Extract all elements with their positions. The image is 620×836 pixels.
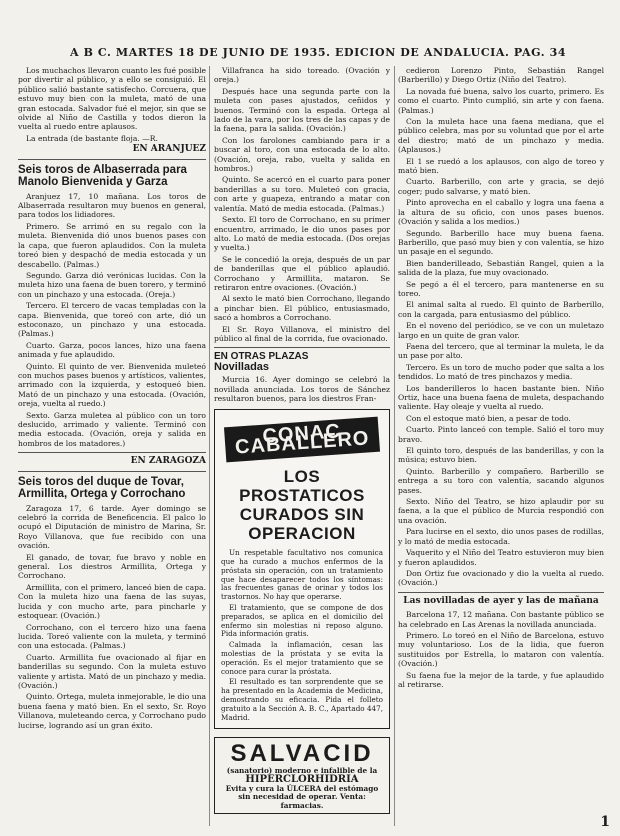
paragraph: Cuarto. Garza, pocos lances, hizo una faena animada y fue aplaudido. <box>18 340 206 360</box>
paragraph: Con los farolones cambiando para ir a buscar al toro, con una estocada de lo alto. (Ovación, oreja, rabo, vuelta y salida en hombros.) <box>214 135 390 174</box>
column-1 <box>18 66 206 826</box>
paragraph: Villafranca ha sido toreado. (Ovación y oreja.) <box>214 66 390 85</box>
paragraph: Los muchachos llevaron cuanto les fué posible por divertir al público, y a ello se consiguió. El público salió bastante satisfecho. Corcuera, que estuvo muy bien con la muleta, mató de una gran estocada. Salvador fué el mejor, sin que se olvide al Niño de Castilla y todos dieron la vuelta al ruedo entre aplausos. <box>18 66 206 132</box>
paragraph: Primero. Lo toreó en el Niño de Barcelona, estuvo muy voluntarioso. Los de la lidia, que fueron sustituidos por Estrella, lo mataron con valentía. (Ovación.) <box>398 630 604 669</box>
paragraph: cedieron Lorenzo Pinto, Sebastián Rangel (Barberillo) y Diego Ortiz (Niño del Teatro). <box>398 66 604 85</box>
paragraph: Pinto aprovecha en el caballo y logra una faena a la altura de su oficio, con unos pases buenos. (Ovación y salida a los medios.) <box>398 198 604 227</box>
rule <box>18 452 206 453</box>
ad-line: Evita y cura la ÚLCERA del estómago sin necesidad de operar. Venta: farmacias. <box>225 783 379 810</box>
paragraph: Su faena fue la mejor de la tarde, y fue aplaudido al retirarse. <box>398 670 604 689</box>
paragraph: Sexto. Niño del Teatro, se hizo aplaudir por su faena, a la que el público de Murcia respondió con una ovación. <box>398 497 604 525</box>
paragraph: Cuarto. Armillita fue ovacionado al fijar en banderillas su segundo. Con la muleta estuvo valiente y artista. Mató de un pinchazo y media. (Ovación.) <box>18 652 206 690</box>
paragraph: Cuarto. Pinto lanceó con temple. Salió el toro muy bravo. <box>398 425 604 444</box>
rule <box>18 159 206 160</box>
page-mark: 1 <box>600 814 610 830</box>
ad-line: HIPERCLORHIDRIA <box>245 773 359 785</box>
ad-paragraph: El tratamiento, que se compone de dos preparados, se aplica en el domicilio del enfermo sin molestias ni reposo alguno. Pida información gratis. <box>221 603 383 639</box>
paragraph: Zaragoza 17, 6 tarde. Ayer domingo se celebró la corrida de Beneficencia. El palco lo ocupó el Diputación de ministro de Marina, Sr. Royo Villanova, que fue recibido con una ovación. <box>18 503 206 551</box>
paragraph: Se pegó a él el tercero, para mantenerse en su toreo. <box>398 279 604 298</box>
column-divider <box>394 66 395 826</box>
section-subhead: Novilladas <box>214 360 270 373</box>
rule <box>214 347 390 348</box>
paragraph: El quinto toro, después de las banderillas, y con la música; estuvo bien. <box>398 446 604 465</box>
paragraph: Vaquerito y el Niño del Teatro estuvieron muy bien y fueron aplaudidos. <box>398 548 604 567</box>
ad-paragraph: Un respetable facultativo nos comunica que ha curado a muchos enfermos de la próstata sin operación, con un tratamiento que hace desaparecer todos los síntomas: las frecuentes ganas de orinar y todos los trastornos. No hay que operarse. <box>221 548 383 602</box>
advertisement-prostaticos <box>214 409 390 729</box>
paragraph: La entrada (de bastante floja. —R. <box>26 133 158 143</box>
paragraph: Para lucirse en el sexto, dio unos pases de rodillas, y lo mató de media estocada. <box>398 527 604 546</box>
paragraph: Al sexto le mató bien Corrochano, llegando a pinchar bien. El público, entusiasmado, sacó a hombros a Corrochano. <box>214 294 390 323</box>
paragraph: Segundo. Garza dió verónicas lucidas. Con la muleta hizo una faena de buen torero, y terminó con un pinchazo y una estocada. (Oreja.) <box>18 270 206 299</box>
paragraph: Segundo. Barberillo hace muy buena faena. Barberillo, que pasó muy bien y con valentía, se hizo un pasaje en el segundo. <box>398 228 604 257</box>
section-headline: Seis toros del duque de Tovar, Armillita, Ortega y Corrochano <box>18 475 186 501</box>
paragraph: Con la muleta hace una faena mediana, que el público celebra, mas por su voluntad que por el arte del diestro; mató de un pinchazo y media. (Aplausos.) <box>398 117 604 155</box>
paragraph: Corrochano, con el tercero hizo una faena lucida. Toreó valiente con la muleta, y terminó con una estocada. (Palmas.) <box>18 622 206 651</box>
paragraph: Don Ortiz fue ovacionado y dio la vuelta al ruedo. (Ovación.) <box>398 568 604 588</box>
column-3 <box>398 66 604 826</box>
page-header: A B C. MARTES 18 DE JUNIO DE 1935. EDICION DE ANDALUCIA. PAG. 34 <box>70 46 567 59</box>
paragraph: La novada fué buena, salvo los cuarto, primero. Es como el cuarto. Pinto cumplió, sin arte y con faena. (Palmas.) <box>398 86 604 115</box>
paragraph: Se le concedió la oreja, después de un par de banderillas que el público aplaudió. Corrochano y Armillita, mataron. Se retiraron entre ovaciones. (Ovación.) <box>214 254 390 292</box>
cognac-logo-banner: CONAC CABALLERO <box>224 417 380 462</box>
paragraph: Sexto. Garza muletea al público con un toro deslucido, arrimado y valiente. Terminó con media estocada. (Ovación, oreja y salida en hombros de los matadores.) <box>18 410 206 448</box>
paragraph: En el noveno del periódico, se ve con un muletazo largo en un quite de gran valor. <box>398 321 604 340</box>
paragraph: Sexto. El toro de Corrochano, en su primer encuentro, arrimado, le dio unos pases por alto. Lo mató de media estocada. (Dos orejas y vuelta.) <box>214 215 390 253</box>
paragraph: El 1 se ruedó a los aplausos, con algo de toreo y mató bien. <box>398 156 604 176</box>
paragraph: Murcia 16. Ayer domingo se celebró la novillada anunciada. Los toros de Sánchez resultaron buenos, para los diestros Fran- <box>214 375 390 403</box>
section-headline: Las novilladas de ayer y las de mañana <box>403 595 599 606</box>
paragraph: Faena del tercero, que al terminar la muleta, le da un pase por alto. <box>398 341 604 361</box>
ad-paragraph: Calmada la inflamación, cesan las molestias de la próstata y se evita la operación. Es el mejor tratamiento que se conoce para curar la próstata. <box>221 640 383 676</box>
section-tag: EN OTRAS PLAZAS <box>214 351 309 363</box>
advertisement-salvacid <box>214 737 390 814</box>
ad-headline: LOS PROSTATICOS CURADOS SIN OPERACION <box>239 467 365 544</box>
paragraph: Quinto. Barberillo y compañero. Barberillo se entrega a su toro con valentía, sacando algunos pases. <box>398 466 604 495</box>
paragraph: Quinto. Se acercó en el cuarto para poner banderillas a su toro. Muleteó con gracia, con arte y guapeza, entrando a matar con valentía. Mató de media estocada. (Palmas.) <box>214 175 390 213</box>
paragraph: Quinto. El quinto de ver. Bienvenida muleteó con muchos pases buenos y artísticos, valientes, arrimado con la izquierda, y estoqueó bien. Mató de un pinchazo y una estocada. (Ovación, oreja, vuelta al ruedo.) <box>18 361 206 409</box>
paragraph: Armillita, con el primero, lanceó bien de capa. Con la muleta hizo una faena de las suyas, lucida y con mucho arte, para pincharle y estoquear. (Ovación.) <box>18 582 206 621</box>
paragraph: El Sr. Royo Villanova, el ministro del público al final de la corrida, fue ovacionado. <box>214 324 390 343</box>
paragraph: Tercero. El tercero de vacas templadas con la capa. Bienvenida, que toreó con arte, dió un estoconazo, un pinchazo y una estocada. (Palmas.) <box>18 301 206 339</box>
paragraph: Los banderilleros lo hacen bastante bien. Niño Ortiz, hace una buena faena de muleta, despachando valiente. Hay oleaje y vuelta al ruedo. <box>398 383 604 412</box>
paragraph: El ganado, de tovar, fue bravo y noble en general. Los diestros Armillita, Ortega y Corrochano. <box>18 552 206 581</box>
rule <box>18 471 206 472</box>
paragraph: Cuarto. Barberillo, con arte y gracia, se dejó coger; pudo salvarse, y mató bien. <box>398 177 604 196</box>
section-tag: EN ARANJUEZ <box>132 144 206 155</box>
ad-paragraph: El resultado es tan sorprendente que se ha presentado en la Academia de Medicina, demostrando su eficacia. Pida el folleto gratuito a la Sección A. B. C., Apartado 447, Madrid. <box>221 677 383 722</box>
paragraph: Tercero. Es un toro de mucho poder que salta a los tendidos. Lo mató de tres pinchazos y media. <box>398 362 604 382</box>
ad-line: (sanatorio) moderno e infalible de la <box>226 766 378 776</box>
column-2 <box>214 66 390 826</box>
paragraph: Después hace una segunda parte con la muleta con pases ajustados, ceñidos y buenos. Terminó con la espada. Ortega al lado de la vara, por los tres de las capas y de la faena, para la salida. (Ovación.) <box>214 86 390 134</box>
rule <box>398 592 604 593</box>
paragraph: Quinto. Ortega, muleta inmejorable, le dio una buena faena y mató bien. En el sexto, Sr. Royo Villanova, muleteando cerca, y Corrochano pudo lucirse, logrando así un gran éxito. <box>18 692 206 730</box>
paragraph: Bien banderilleado, Sebastián Rangel, quien a la salida de la plaza, fue muy ovacionado. <box>398 258 604 278</box>
section-headline: Seis toros de Albaserrada para Manolo Bienvenida y Garza <box>18 163 187 189</box>
paragraph: El animal salta al ruedo. El quinto de Barberillo, con la cargada, para entusiasmo del público. <box>398 300 604 319</box>
paragraph: Con el estoque mató bien, a pesar de todo. <box>406 413 571 423</box>
section-tag: EN ZARAGOZA <box>130 456 206 467</box>
ad-brand-title: SALVACID <box>230 740 374 768</box>
paragraph: Barcelona 17, 12 mañana. Con bastante público se ha celebrado en Las Arenas la novillada anunciada. <box>398 610 604 629</box>
paragraph: Aranjuez 17, 10 mañana. Los toros de Albaserrada resultaron muy buenos en general, para todos los lidiadores. <box>18 191 206 220</box>
paragraph: Primero. Se arrimó en su regalo con la muleta. Bienvenida dió unos buenos pases con la capa, que fueron aplaudidos. Con la muleta toreó bien y despachó de media estocada y un descabello. (Palmas.) <box>18 221 206 269</box>
column-divider <box>209 66 210 826</box>
